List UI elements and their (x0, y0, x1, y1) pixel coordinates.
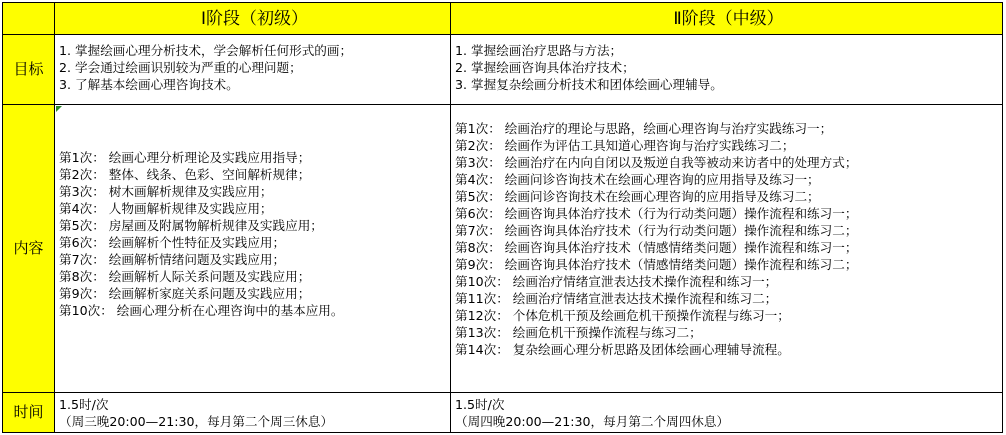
content-stage2-line: 第14次： 复杂绘画心理分析思路及团体绘画心理辅导流程。 (455, 342, 790, 357)
cell-comment-marker-icon (56, 106, 62, 112)
time-label: 时间 (3, 393, 55, 433)
time-stage2-cell (451, 393, 1003, 433)
corner-cell (3, 3, 55, 35)
content-row (3, 105, 1003, 393)
stage1-header: Ⅰ阶段（初级） (55, 3, 451, 35)
content-stage2-line: 第3次： 绘画治疗在内向自闭以及叛逆自我等被动来访者中的处理方式； (455, 155, 858, 170)
goal-stage2-cell (451, 35, 1003, 105)
content-stage2-line: 第9次： 绘画咨询具体治疗技术（情感情绪类问题）操作流程和练习二； (455, 257, 858, 272)
content-stage1-line: 第2次： 整体、线条、色彩、空间解析规律； (59, 167, 311, 182)
goal-stage1-line: 3. 了解基本绘画心理咨询技术。 (59, 77, 239, 92)
content-stage1-line: 第5次： 房屋画及附属物解析规律及实践应用； (59, 218, 323, 233)
content-label: 内容 (3, 105, 55, 393)
stage2-header: Ⅱ阶段（中级） (451, 3, 1003, 35)
course-stage-table (2, 2, 1003, 433)
time-row (3, 393, 1003, 433)
time-stage1-line: （周三晚20:00—21:30，每月第二个周三休息） (59, 414, 334, 429)
content-stage2-line: 第8次： 绘画咨询具体治疗技术（情感情绪类问题）操作流程和练习一； (455, 240, 858, 255)
goal-stage1-line: 2. 学会通过绘画识别较为严重的心理问题； (59, 60, 302, 75)
content-stage2-line: 第10次： 绘画治疗情绪宣泄表达技术操作流程和练习一； (455, 274, 778, 289)
content-stage1-cell (55, 105, 451, 393)
content-stage2-cell (451, 105, 1003, 393)
content-stage1-line: 第1次： 绘画心理分析理论及实践应用指导； (59, 150, 311, 165)
content-stage2-line: 第11次： 绘画治疗情绪宣泄表达技术操作流程和练习二； (455, 291, 778, 306)
content-stage2-line: 第4次： 绘画问诊咨询技术在绘画心理咨询的应用指导及练习一； (455, 172, 820, 187)
content-stage1-line: 第7次： 绘画解析情绪问题及实践应用； (59, 252, 286, 267)
goal-stage1-cell (55, 35, 451, 105)
content-stage2-line: 第1次： 绘画治疗的理论与思路，绘画心理咨询与治疗实践练习一； (455, 121, 833, 136)
content-stage1-line: 第3次： 树木画解析规律及实践应用； (59, 184, 273, 199)
time-stage2-line: 1.5时/次 (455, 397, 505, 412)
content-stage1-line: 第9次： 绘画解析家庭关系问题及实践应用； (59, 286, 311, 301)
content-stage2-line: 第12次： 个体危机干预及绘画危机干预操作流程与练习一； (455, 308, 790, 323)
content-stage1-line: 第10次： 绘画心理分析在心理咨询中的基本应用。 (59, 303, 344, 318)
content-stage2-line: 第2次： 绘画作为评估工具知道心理咨询与治疗实践练习二； (455, 138, 795, 153)
goal-stage2-line: 1. 掌握绘画治疗思路与方法； (455, 43, 623, 58)
time-stage1-line: 1.5时/次 (59, 397, 109, 412)
content-stage2-line: 第13次： 绘画危机干预操作流程与练习二； (455, 325, 702, 340)
content-stage2-line: 第6次： 绘画咨询具体治疗技术（行为行动类问题）操作流程和练习一； (455, 206, 858, 221)
goal-label: 目标 (3, 35, 55, 105)
time-stage2-line: （周四晚20:00—21:30，每月第二个周四休息） (455, 414, 730, 429)
time-stage1-cell (55, 393, 451, 433)
goal-stage2-line: 2. 掌握绘画咨询具体治疗技术； (455, 60, 635, 75)
goal-stage1-line: 1. 掌握绘画心理分析技术，学会解析任何形式的画； (59, 43, 353, 58)
content-stage1-line: 第4次： 人物画解析规律及实践应用； (59, 201, 273, 216)
content-stage1-line: 第8次： 绘画解析人际关系问题及实践应用； (59, 269, 311, 284)
goal-row (3, 35, 1003, 105)
goal-stage2-line: 3. 掌握复杂绘画分析技术和团体绘画心理辅导。 (455, 77, 723, 92)
header-row (3, 3, 1003, 35)
content-stage1-line: 第6次： 绘画解析个性特征及实践应用； (59, 235, 286, 250)
content-stage2-line: 第7次： 绘画咨询具体治疗技术（行为行动类问题）操作流程和练习二； (455, 223, 858, 238)
content-stage2-line: 第5次： 绘画问诊咨询技术在绘画心理咨询的应用指导及练习二； (455, 189, 820, 204)
